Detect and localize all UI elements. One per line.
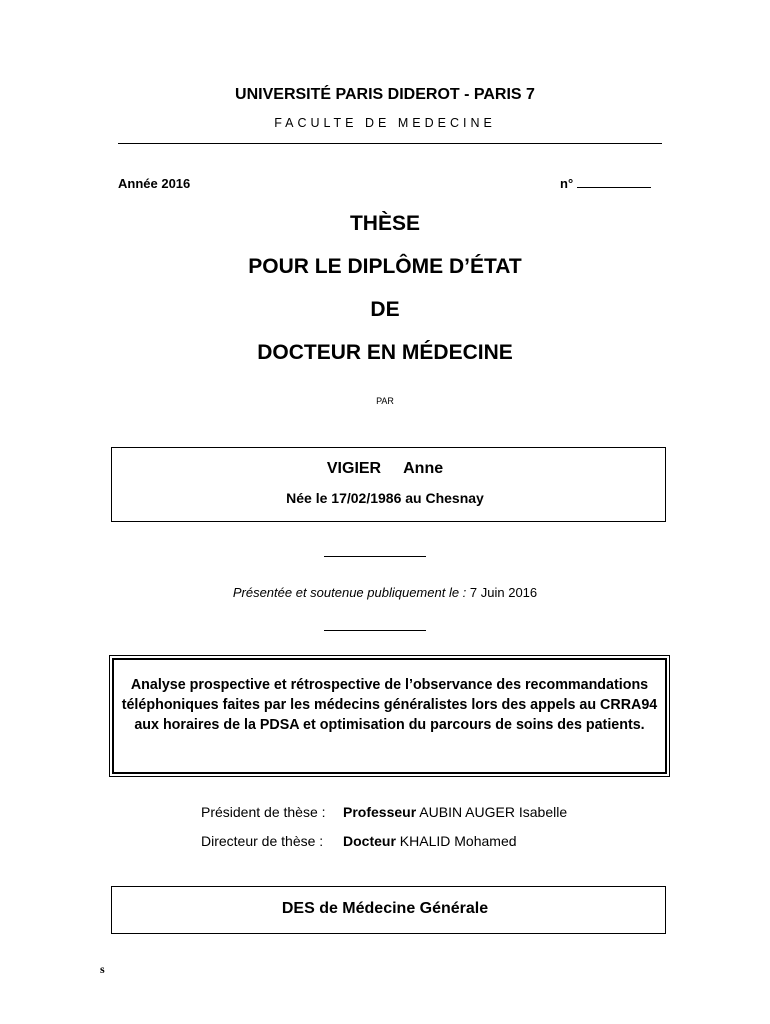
author-last-name: VIGIER [326,460,382,477]
separator-rule-2 [324,630,426,631]
jury-person-name: KHALID Mohamed [399,833,517,849]
title-line-2: POUR LE DIPLÔME D’ÉTAT [248,255,522,278]
header-divider [118,143,662,144]
jury-president [201,804,567,820]
author-birth: Née le 17/02/1986 au Chesnay [286,490,484,506]
jury-title: Professeur [343,804,417,820]
par-label: PAR [376,396,394,406]
separator-rule-1 [324,556,426,557]
jury-role: Directeur de thèse : [201,833,324,849]
defense-line [0,585,770,600]
defense-label: Présentée et soutenue publiquement le : [232,585,467,600]
number-blank-line [577,176,651,188]
thesis-number [560,176,651,191]
jury-director [201,833,517,849]
jury-title: Docteur [343,833,396,849]
jury-role: Président de thèse : [201,804,326,820]
author-name [0,460,770,478]
author-box [111,447,666,522]
stray-mark: s [100,962,105,976]
title-line-4: DOCTEUR EN MÉDECINE [257,341,513,364]
author-first-name: Anne [403,460,444,477]
title-line-1: THÈSE [349,212,420,235]
title-line-3: DE [370,298,400,321]
university-name: UNIVERSITÉ PARIS DIDEROT - PARIS 7 [235,86,535,103]
des-label: DES de Médecine Générale [281,900,489,917]
faculty-name: FACULTE DE MEDECINE [274,116,496,130]
thesis-title: Analyse prospective et rétrospective de l’observance des recommandations téléphoniques faites par les médecins généralistes lors des appels au CRRA94 aux horaires de la PDSA et optimisation du parcours de soins des patients. [121,677,658,733]
year-label: Année 2016 [118,176,191,191]
number-label: n° [560,176,574,191]
defense-date: 7 Juin 2016 [469,585,538,600]
jury-person-name: AUBIN AUGER Isabelle [419,804,568,820]
